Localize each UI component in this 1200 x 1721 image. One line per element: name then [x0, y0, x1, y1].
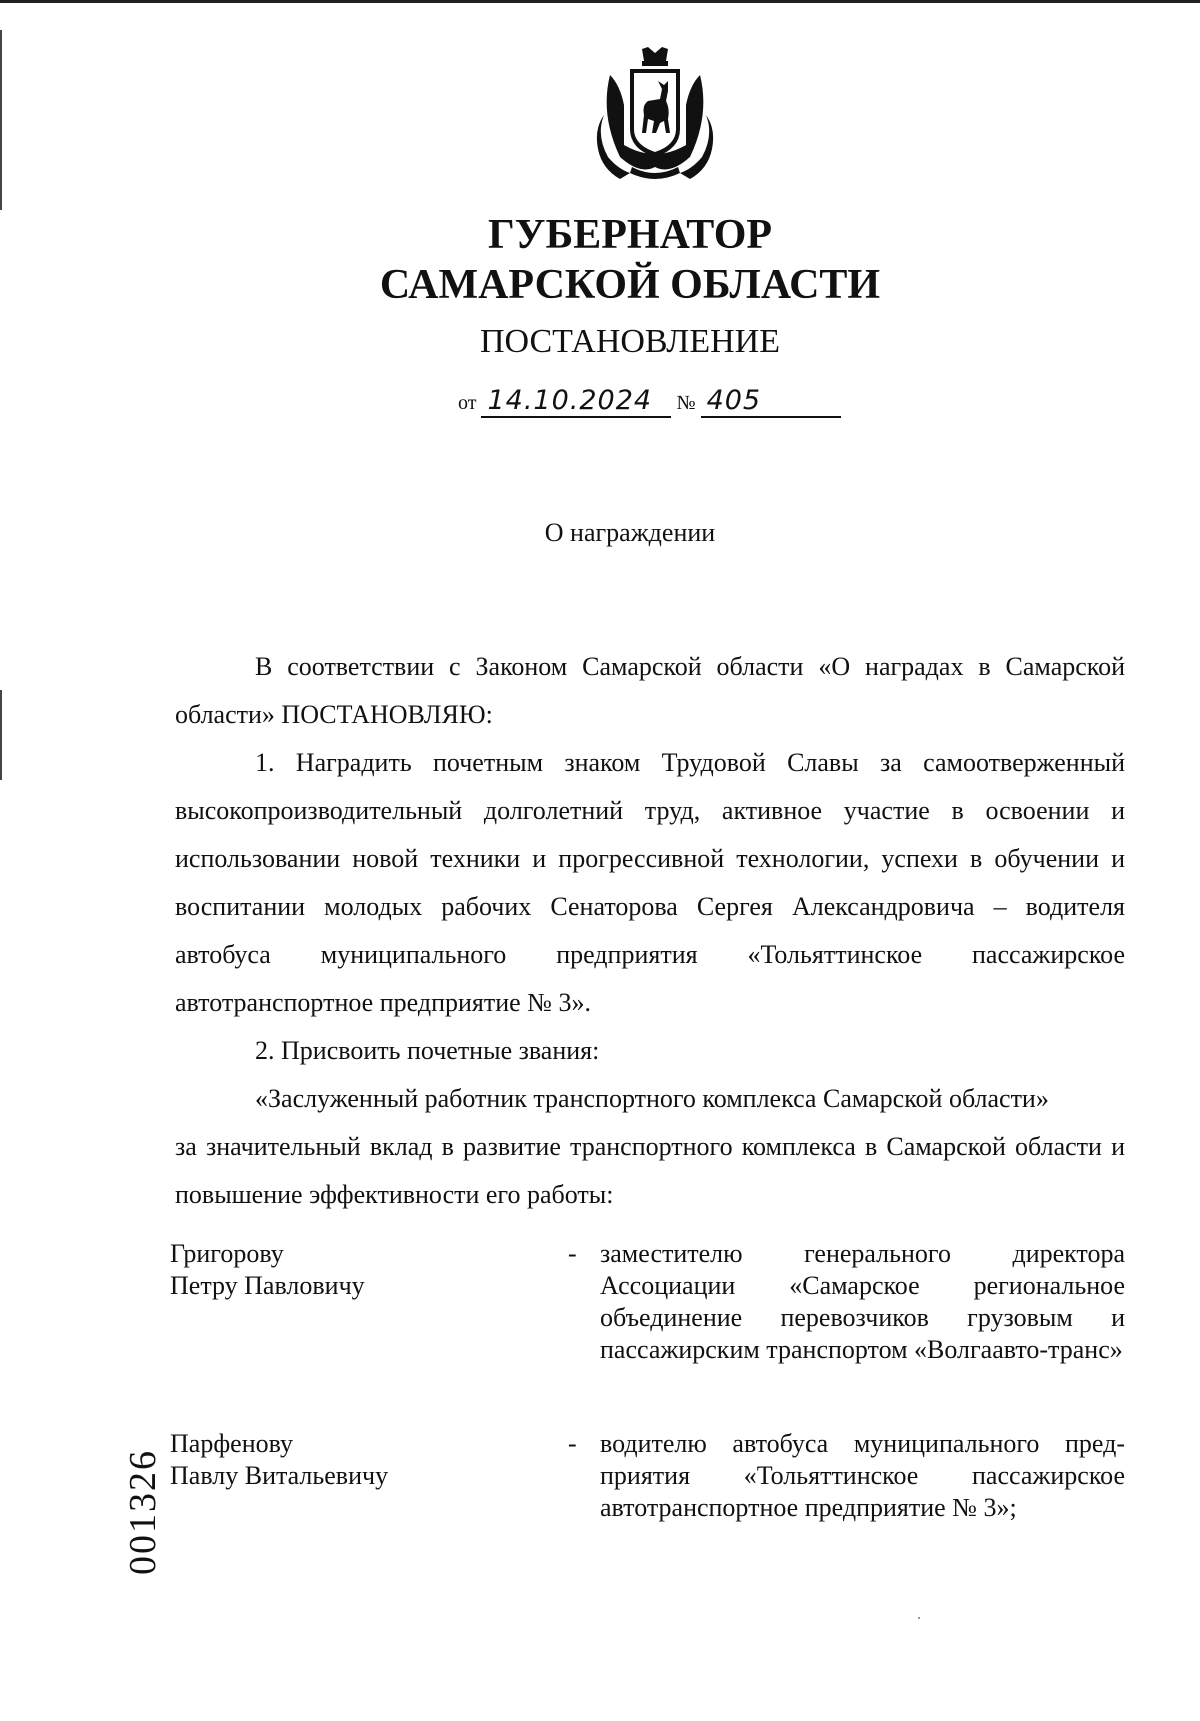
document-date-number [458, 386, 841, 418]
number-prefix: № [676, 392, 696, 414]
governor-title-line1: ГУБЕРНАТОР [487, 212, 773, 258]
scan-speck [918, 1617, 920, 1619]
scan-top-border [0, 0, 1200, 3]
awardee-surname: Парфенову [170, 1429, 294, 1458]
document-type: ПОСТАНОВЛЕНИЕ [479, 323, 781, 360]
awardee-given-name: Петру Павловичу [170, 1271, 365, 1300]
scan-left-edge [0, 30, 2, 210]
number-value: 405 [701, 386, 841, 418]
preamble-paragraph: В соответствии с Законом Самарской области «О наградах в Самарской области» ПОСТАНОВЛЯЮ: [175, 652, 1125, 729]
governor-title-line2: САМАРСКОЙ ОБЛАСТИ [379, 262, 881, 308]
awardee-position: водителю автобуса муниципального пред-приятия «Тольяттинское пассажирское автотранспортное предприятие № 3»; [600, 1429, 1125, 1522]
date-prefix: от [458, 392, 477, 414]
awardee-surname: Григорову [170, 1239, 284, 1268]
document-subject: О награждении [544, 518, 716, 547]
awardee-row [170, 1428, 1125, 1528]
form-serial-number: 001326 [122, 1449, 164, 1575]
scan-left-edge-lower [0, 690, 2, 780]
honorary-title-reason: за значительный вклад в развитие транспортного комплекса в Самарской области и повышение эффективности его работы: [175, 1132, 1125, 1209]
awardee-dash: - [568, 1429, 577, 1458]
awardee-name [170, 1238, 530, 1302]
awardee-row [170, 1238, 1125, 1388]
samara-coat-of-arms-icon [590, 45, 720, 185]
item-2-paragraph: 2. Присвоить почетные звания: [255, 1036, 600, 1065]
honorary-title-paragraph: «Заслуженный работник транспортного комплекса Самарской области» [255, 1084, 1049, 1113]
item-1-paragraph: 1. Наградить почетным знаком Трудовой Славы за самоотверженный высокопроизводительный долголетний труд, активное участие в освоении и использовании новой техники и прогрессивной технологии, успехи в обучении и воспитании молодых рабочих Сенаторова Сергея Александровича – водителя автобуса муниципального предприятия «Тольяттинское пассажирское автотранспортное предприятие № 3». [175, 748, 1125, 1017]
awardee-name [170, 1428, 530, 1492]
awardee-dash: - [568, 1239, 577, 1268]
document-body [175, 643, 1125, 1219]
date-value: 14.10.2024 [481, 386, 671, 418]
awardee-position: заместителю генерального директора Ассоциации «Самарское региональное объединение перевозчиков грузовым и пассажирским транспортом «Волгаавто-транс» [600, 1239, 1125, 1364]
awardee-given-name: Павлу Витальевичу [170, 1461, 389, 1490]
